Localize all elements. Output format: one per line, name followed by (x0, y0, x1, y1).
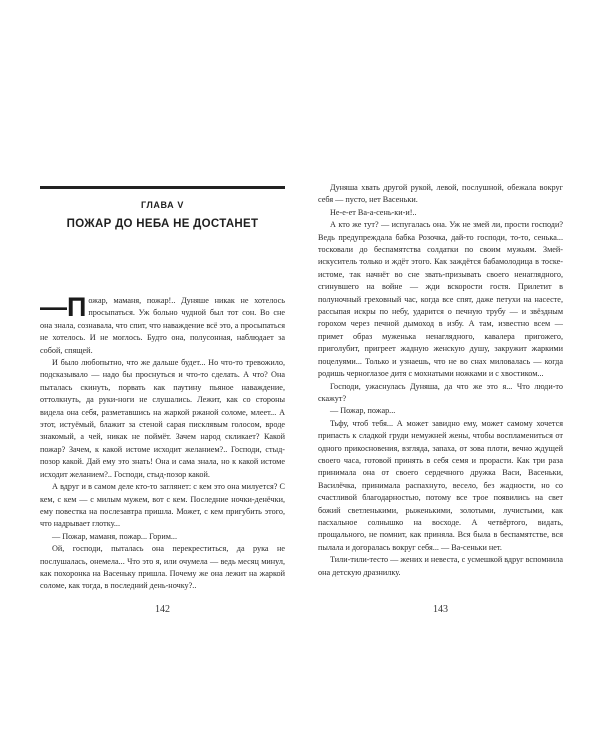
chapter-label: ГЛАВА V (141, 200, 184, 210)
paragraph: Тьфу, чтоб тебя... А может завидно ему, может самому хочется припасть к сладкой груди немужней жены, чтобы воспламениться от одного прикосновения, взгляда, запаха, от зова плоти, вечно ждущей своего часа, готовой принять в себя семя и прорасти. Как три раза принимала она от своего сердечного дружка Васи, Васеньки, Василёчка, принимала распахнуто, весело, без жадности, но со счастливой благодарностью, потому все трое появились на свет божий светленькими, рыженькими, золотыми, лучистыми, как пасхальное солнышко на восходе. А четвёртого, видать, прощального, не помнит, как приняла. Вся была в беспамятстве, вся пылала и догоралась вокруг себя... — Ва-сеньки нет. (318, 418, 563, 552)
right-page-body (318, 182, 563, 579)
paragraph: Дуняша хвать другой рукой, левой, послушной, обежала вокруг себя — пусто, нет Васеньки. (318, 183, 563, 205)
paragraph: Не-е-ет Ва-а-сень-ки-и!.. (330, 207, 417, 217)
page-number-left: 142 (155, 604, 170, 615)
paragraph: Тили-тили-тесто — жених и невеста, с усмешкой вдруг вспомнила она детскую дразнилку. (318, 555, 564, 577)
paragraph: — Пожар, пожар... (330, 406, 396, 416)
paragraph: Господи, ужаснулась Дуняша, да что же это я... Что люди-то скажут? (318, 381, 563, 403)
paragraph: И было любопытно, что же дальше будет... Но что-то тревожило, подсказывало — надо бы проснуться и что-то сделать. А что? Она пыталась скинуть, порвать как паутину пьяное наваждение, оттолкнуть, да руки-ноги не слушались. Лежит, как со стороны видела она себя, разметавшись на жаркой ржаной соломе, млеет... А этот, истуёмый, блажит за стеной сарая писклявым голосом, вроде знакомый, а чей, никак не поймёт. Зачем народ скликает? Какой пожар? Зачем, к какой истоме исходит желанием?.. Господи, стыд-позор какой. Дай ему это знать! Она и сама знала, но к какой истоме исходит желанием?.. Господи, стыд-позор какой. (40, 358, 285, 479)
paragraph: А кто же тут? — испугалась она. Уж не змей ли, прости господи? Ведь предупреждала бабка Розочка, дай-то господи, то-то, сенька... тосковали до беспамятства солдатки по своим мужьям. Змей-искуситель только и ждёт этого. Как заждётся бабамолодица в тоске-истоме, так начнёт во сне звать-призывать своего ненаглядного, сгинувшего на войне — жди вскорости гостя. Прилетит в полуночный греховный час, когда все спят, даже петухи на насесте, рассыпая искры по небу, ударится о печную трубу — и звёздным горохом через печной дымоход в избу. А там, известно всем — примет образ муженька ненаглядного, кавалера пригожего, приголубит, пригреет жадную женскую душу, закружит жаркими поцелуями... Только и узнаешь, что не во снах миловалась — когда родишь черноглазое дитя с мохнатыми ножками и с хвостиком... (318, 220, 563, 379)
dropcap: —П (40, 292, 87, 322)
paragraph: —П ожар, маманя, пожар!.. Дуняше никак не хотелось просыпаться. Уж больно чудной был тот сон. Во сне она знала, сознавала, что спит, что наваждение всё это, а просыпаться не хотелось. И не моглось. Будто она, полусонная, наблюдает за собой, спящей. (40, 292, 285, 355)
left-page-body (40, 292, 285, 593)
paragraph: — Пожар, маманя, пожар... Горим... (52, 531, 178, 541)
chapter-divider-rule (40, 186, 285, 189)
chapter-title: ПОЖАР ДО НЕБА НЕ ДОСТАНЕТ (66, 218, 259, 230)
page-number-right: 143 (433, 604, 448, 615)
paragraph: А вдруг и в самом деле кто-то заглянет: с кем это она милуется? С кем, с кем — с милым мужем, вот с кем. Последние ночки-денёчки, ему повестка на послезавтра пришла. Может, с кем пригубить этого, что надрывает глотку... (40, 482, 285, 529)
paragraph: Ой, господи, пыталась она перекреститься, да рука не послушалась, онемела... Что это я, или очумела — ведь месяц минул, как похоронка на Васеньку пришла. Почему же она лежит на жаркой соломе, как тогда, в последний день-ночку?.. (40, 544, 285, 591)
